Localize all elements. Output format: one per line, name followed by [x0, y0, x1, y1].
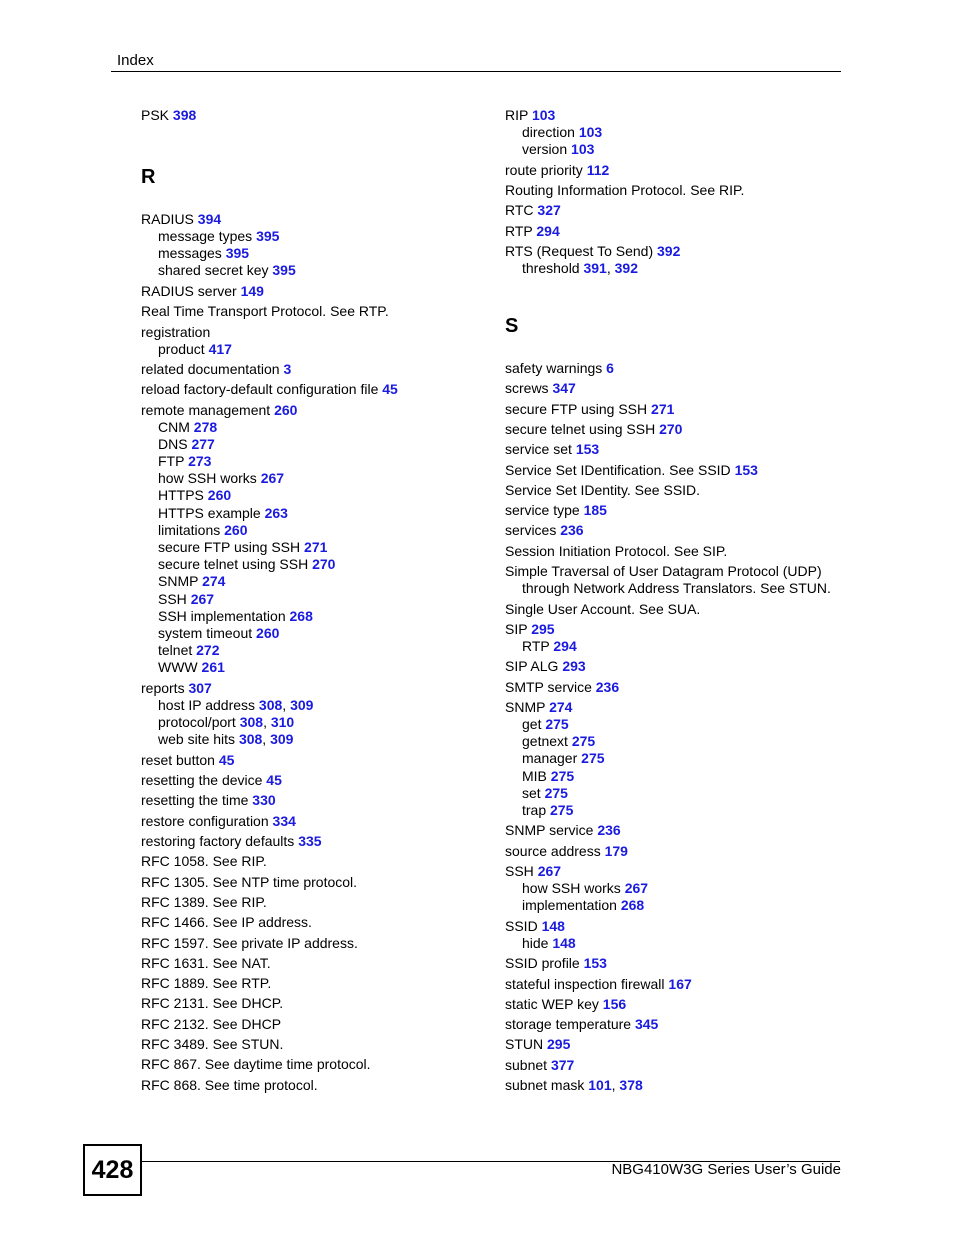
page-link[interactable]: 153	[734, 461, 758, 478]
index-term: RFC 1889. See RTP.	[141, 975, 272, 992]
index-term: Simple Traversal of User Datagram Protocol (UDP)	[505, 563, 822, 580]
index-subentry	[505, 750, 845, 767]
page-link[interactable]: 272	[196, 642, 220, 659]
page-separator: ,	[611, 1077, 620, 1094]
index-entry	[505, 843, 845, 860]
index-term: host IP address	[158, 696, 259, 713]
index-term: PSK	[141, 107, 173, 123]
index-term: trap	[522, 801, 551, 818]
index-entry	[505, 543, 845, 560]
index-term: manager	[522, 750, 582, 767]
page-link[interactable]: 395	[256, 228, 280, 244]
index-term: subnet	[505, 1056, 551, 1073]
page-link[interactable]: 267	[260, 470, 285, 487]
page-link[interactable]: 270	[312, 556, 336, 573]
page-link[interactable]: 394	[197, 211, 222, 227]
index-entry	[505, 502, 845, 519]
index-entry	[505, 601, 845, 618]
index-entry	[505, 1036, 845, 1053]
page-link[interactable]: 392	[657, 242, 681, 259]
page-link[interactable]: 268	[620, 897, 645, 914]
index-entry	[141, 680, 481, 697]
section-gap	[141, 188, 481, 211]
index-entry	[505, 441, 845, 458]
index-subentry	[141, 245, 481, 262]
index-entry	[141, 935, 481, 952]
index-term: RFC 3489. See STUN.	[141, 1036, 284, 1052]
page-link[interactable]: 277	[191, 435, 215, 452]
index-term: getnext	[522, 733, 572, 750]
index-entry	[505, 863, 845, 880]
index-entry	[505, 679, 845, 696]
header-rule	[111, 71, 841, 72]
index-term: RFC 2132. See DHCP	[141, 1015, 282, 1032]
page-link[interactable]: 267	[624, 880, 649, 897]
index-term: secure FTP using SSH	[505, 400, 652, 417]
index-term: message types	[158, 228, 257, 244]
index-subentry	[141, 539, 481, 556]
index-term: through Network Address Translators. See STUN.	[522, 580, 831, 597]
index-subentry	[141, 625, 481, 642]
page-link[interactable]: 309	[270, 731, 294, 748]
index-term: SSH	[505, 863, 538, 880]
index-term: Service Set IDentity. See SSID.	[505, 481, 701, 498]
page-link[interactable]: 267	[190, 590, 215, 607]
index-subentry	[141, 487, 481, 504]
index-subentry	[141, 731, 481, 748]
page-link[interactable]: 271	[651, 400, 675, 417]
index-term: secure FTP using SSH	[158, 539, 305, 556]
page-link[interactable]: 236	[595, 678, 620, 695]
index-entry	[141, 853, 481, 870]
index-entry	[141, 752, 481, 769]
index-term: stateful inspection firewall	[505, 975, 669, 992]
page-link[interactable]: 260	[207, 487, 232, 504]
index-subentry	[505, 141, 845, 158]
page-link[interactable]: 273	[188, 453, 212, 469]
index-entry	[141, 914, 481, 931]
index-entry	[141, 894, 481, 911]
index-subentry	[141, 659, 481, 676]
index-subentry	[141, 714, 481, 731]
page-link[interactable]: 417	[208, 340, 232, 357]
index-entry	[505, 996, 845, 1013]
index-subentry	[141, 453, 481, 470]
page-link[interactable]: 263	[264, 504, 288, 521]
index-term: RTS (Request To Send)	[505, 242, 658, 259]
index-term: shared secret key	[158, 262, 273, 279]
index-subentry	[505, 802, 845, 819]
index-entry	[505, 976, 845, 993]
index-term: service type	[505, 502, 584, 519]
index-term: limitations	[158, 521, 225, 538]
index-term: protocol/port	[158, 714, 240, 731]
index-term: registration	[141, 323, 211, 340]
page-link[interactable]: 112	[586, 161, 610, 178]
running-header: Index	[117, 52, 154, 69]
index-entry	[505, 1057, 845, 1074]
page-link[interactable]: 378	[619, 1077, 643, 1094]
index-term: RFC 1466. See IP address.	[141, 914, 312, 931]
index-term: system timeout	[158, 625, 257, 642]
index-term: SIP	[505, 620, 532, 637]
page-link[interactable]: 398	[172, 107, 197, 123]
page-link[interactable]: 274	[202, 573, 226, 590]
index-term: subnet mask	[505, 1077, 589, 1094]
index-subentry	[505, 768, 845, 785]
section-gap	[505, 277, 845, 315]
index-term: SNMP	[505, 698, 550, 715]
index-term: resetting the time	[141, 792, 253, 809]
index-entry	[141, 1077, 481, 1094]
index-subentry	[141, 642, 481, 659]
index-term: source address	[505, 842, 605, 859]
index-entry	[505, 401, 845, 418]
page-link[interactable]: 294	[536, 222, 560, 239]
page-link[interactable]: 149	[240, 282, 264, 299]
index-term: product	[158, 340, 209, 357]
index-column-left	[141, 107, 481, 1094]
index-entry	[505, 918, 845, 935]
page-link[interactable]: 236	[560, 522, 584, 539]
index-entry	[505, 162, 845, 179]
index-entry	[505, 1016, 845, 1033]
index-subentry	[141, 573, 481, 590]
index-term: threshold	[522, 259, 584, 276]
index-term: implementation	[522, 897, 621, 914]
index-term: remote management	[141, 401, 275, 418]
page-separator: ,	[263, 714, 271, 731]
index-term: FTP	[158, 453, 189, 469]
index-entry	[141, 874, 481, 891]
index-term: restoring factory defaults	[141, 833, 299, 850]
page-link[interactable]: 45	[218, 751, 235, 768]
page-link[interactable]: 395	[272, 262, 296, 279]
index-term: HTTPS	[158, 487, 208, 504]
page-link[interactable]: 153	[583, 955, 607, 972]
page-link[interactable]: 275	[550, 801, 574, 818]
page-link[interactable]: 347	[552, 380, 576, 397]
index-term: direction	[522, 124, 579, 140]
index-term: WWW	[158, 659, 202, 676]
page-link[interactable]: 275	[571, 733, 596, 750]
index-term: RTC	[505, 202, 538, 219]
index-entry	[505, 202, 845, 219]
page-link[interactable]: 274	[549, 698, 573, 715]
index-subentry	[141, 608, 481, 625]
index-term: RFC 1631. See NAT.	[141, 954, 271, 971]
page-link[interactable]: 377	[550, 1056, 575, 1073]
page-link[interactable]: 261	[201, 659, 225, 676]
index-subentry	[141, 470, 481, 487]
index-term: RFC 867. See daytime time protocol.	[141, 1056, 371, 1073]
index-subentry	[505, 638, 845, 655]
index-term: telnet	[158, 642, 197, 659]
page-link[interactable]: 45	[382, 381, 398, 398]
index-subentry	[505, 260, 845, 277]
page-link[interactable]: 101	[588, 1077, 612, 1094]
index-subentry	[505, 733, 845, 750]
guide-title: NBG410W3G Series User’s Guide	[611, 1161, 841, 1178]
page-link[interactable]: 103	[531, 107, 556, 123]
index-term: safety warnings	[505, 360, 607, 377]
section-gap	[141, 124, 481, 166]
page-link[interactable]: 260	[224, 521, 248, 538]
index-entry	[141, 107, 481, 124]
index-term: Real Time Transport Protocol. See RTP.	[141, 303, 389, 320]
index-subentry	[141, 505, 481, 522]
page-link[interactable]: 103	[578, 124, 603, 140]
index-term: storage temperature	[505, 1016, 635, 1033]
index-term: route priority	[505, 161, 587, 178]
index-entry	[505, 380, 845, 397]
index-term: service set	[505, 441, 576, 458]
page-link[interactable]: 179	[604, 842, 628, 859]
index-term: screws	[505, 380, 553, 397]
index-term: version	[522, 141, 572, 158]
index-term: static WEP key	[505, 995, 603, 1012]
page-link[interactable]: 267	[537, 863, 562, 880]
index-letter-heading: R	[141, 166, 156, 188]
page-link[interactable]: 395	[225, 245, 250, 262]
page-link[interactable]: 6	[606, 360, 614, 377]
index-entry	[505, 621, 845, 638]
index-subentry	[505, 716, 845, 733]
index-entry	[505, 822, 845, 839]
page-link[interactable]: 334	[272, 812, 296, 829]
page-link[interactable]: 271	[304, 539, 328, 556]
index-subentry	[141, 436, 481, 453]
page-link[interactable]: 308	[238, 731, 263, 748]
index-term: RIP	[505, 107, 532, 123]
page-link[interactable]: 278	[193, 418, 218, 435]
page-link[interactable]: 167	[668, 975, 692, 992]
index-entry	[141, 211, 481, 228]
index-term: how SSH works	[522, 880, 625, 897]
page-link[interactable]: 327	[537, 202, 561, 219]
page-link[interactable]: 309	[290, 696, 314, 713]
page-link[interactable]: 392	[614, 259, 638, 276]
index-term: SNMP service	[505, 822, 598, 839]
index-term: SSID	[505, 917, 542, 934]
page-link[interactable]: 103	[571, 141, 595, 158]
index-subentry	[141, 262, 481, 279]
index-entry	[505, 182, 845, 199]
page-link[interactable]: 307	[188, 679, 212, 696]
index-term: RFC 2131. See DHCP.	[141, 995, 284, 1012]
page-link[interactable]: 260	[256, 625, 280, 642]
index-term: Routing Information Protocol. See RIP.	[505, 182, 745, 198]
page-link[interactable]: 148	[541, 917, 565, 934]
page-link[interactable]: 153	[575, 441, 600, 458]
index-term: RFC 1058. See RIP.	[141, 853, 267, 870]
index-term: RFC 868. See time protocol.	[141, 1076, 318, 1093]
index-entry	[141, 1036, 481, 1053]
index-entry	[141, 833, 481, 850]
index-term: CNM	[158, 418, 194, 435]
page-link[interactable]: 45	[266, 772, 282, 789]
index-term: secure telnet using SSH	[505, 420, 660, 437]
index-term: restore configuration	[141, 812, 273, 829]
page-link[interactable]: 275	[581, 750, 605, 767]
index-entry	[505, 1077, 845, 1094]
index-term: reset button	[141, 751, 219, 768]
page-link[interactable]: 275	[550, 767, 575, 784]
index-term: related documentation	[141, 361, 284, 377]
page-link[interactable]: 295	[547, 1036, 571, 1053]
index-letter-heading: S	[505, 315, 519, 338]
index-entry	[141, 975, 481, 992]
index-term: how SSH works	[158, 470, 261, 487]
index-subentry	[141, 591, 481, 608]
index-entry	[141, 813, 481, 830]
index-entry	[505, 699, 845, 716]
index-entry	[141, 402, 481, 419]
index-term: DNS	[158, 435, 192, 452]
page-link[interactable]: 236	[597, 822, 621, 839]
page-link[interactable]: 293	[562, 658, 586, 675]
index-subentry	[505, 935, 845, 952]
section-gap	[505, 337, 845, 360]
index-term: RFC 1389. See RIP.	[141, 893, 267, 910]
page-separator: ,	[606, 259, 615, 276]
page-link[interactable]: 275	[544, 784, 568, 801]
page-separator: ,	[262, 731, 271, 748]
page-link[interactable]: 345	[634, 1016, 659, 1033]
index-term: web site hits	[158, 731, 239, 748]
page-link[interactable]: 308	[239, 714, 264, 731]
index-term: RFC 1597. See private IP address.	[141, 934, 358, 951]
page-link[interactable]: 294	[553, 637, 577, 654]
index-entry	[141, 995, 481, 1012]
index-entry	[141, 1056, 481, 1073]
page-link[interactable]: 270	[659, 420, 683, 437]
page-link[interactable]: 310	[270, 714, 295, 731]
index-entry	[141, 324, 481, 341]
page-link[interactable]: 391	[583, 259, 607, 276]
index-subentry	[505, 897, 845, 914]
index-term: set	[522, 784, 545, 801]
index-term: HTTPS example	[158, 504, 265, 521]
index-term: get	[522, 715, 546, 732]
index-term: SSH	[158, 590, 191, 607]
page-separator: ,	[282, 696, 291, 713]
index-entry	[505, 462, 845, 479]
index-entry	[505, 482, 845, 499]
index-entry	[505, 658, 845, 675]
index-entry	[141, 792, 481, 809]
index-entry	[505, 243, 845, 260]
page-link[interactable]: 335	[298, 833, 322, 850]
index-term: resetting the device	[141, 772, 267, 789]
index-term: SMTP service	[505, 678, 596, 695]
index-entry	[505, 107, 845, 124]
index-subentry	[141, 341, 481, 358]
index-term: Session Initiation Protocol. See SIP.	[505, 542, 728, 559]
index-term: secure telnet using SSH	[158, 556, 313, 573]
index-subentry	[141, 556, 481, 573]
index-term: SIP ALG	[505, 658, 563, 675]
index-entry	[141, 303, 481, 320]
index-term: hide	[522, 934, 553, 951]
index-subentry	[505, 880, 845, 897]
page-link[interactable]: 275	[545, 715, 569, 732]
index-term: MIB	[522, 767, 551, 784]
index-entry	[505, 563, 845, 580]
index-term: messages	[158, 245, 226, 262]
index-entry	[141, 772, 481, 789]
index-subentry	[141, 697, 481, 714]
index-entry	[505, 421, 845, 438]
index-term: reports	[141, 679, 189, 696]
index-entry	[505, 955, 845, 972]
index-column-right	[505, 107, 845, 1094]
index-term: SNMP	[158, 573, 203, 590]
index-subentry	[141, 522, 481, 539]
index-term: RTP	[522, 637, 554, 654]
index-entry	[141, 361, 481, 378]
index-entry	[141, 955, 481, 972]
index-subentry	[141, 228, 481, 245]
index-term: services	[505, 522, 561, 539]
index-term: RADIUS server	[141, 282, 241, 299]
page-link[interactable]: 260	[274, 401, 298, 418]
page-link[interactable]: 330	[252, 792, 276, 809]
index-entry	[505, 223, 845, 240]
index-subentry	[505, 580, 845, 597]
page-link[interactable]: 156	[602, 995, 627, 1012]
index-subentry	[505, 785, 845, 802]
index-entry	[505, 360, 845, 377]
index-term: SSID profile	[505, 955, 584, 972]
page-link[interactable]: 295	[531, 620, 555, 637]
index-term: STUN	[505, 1036, 547, 1053]
index-entry	[141, 283, 481, 300]
page-number: 428	[83, 1144, 142, 1196]
index-subentry	[505, 124, 845, 141]
index-term: RTP	[505, 222, 537, 239]
index-entry	[141, 381, 481, 398]
page-link[interactable]: 185	[583, 502, 607, 519]
index-entry	[141, 1016, 481, 1033]
index-subentry	[141, 419, 481, 436]
index-term: Single User Account. See SUA.	[505, 600, 701, 617]
page-link[interactable]: 308	[258, 696, 283, 713]
index-term: Service Set IDentification. See SSID	[505, 461, 735, 478]
page-link[interactable]: 268	[289, 607, 313, 624]
page-link[interactable]: 3	[283, 361, 292, 377]
index-term: RFC 1305. See NTP time protocol.	[141, 873, 358, 890]
page-link[interactable]: 148	[552, 934, 576, 951]
index-term: SSH implementation	[158, 607, 290, 624]
index-term: reload factory-default configuration file	[141, 381, 383, 398]
index-term: RADIUS	[141, 211, 198, 227]
index-entry	[505, 522, 845, 539]
